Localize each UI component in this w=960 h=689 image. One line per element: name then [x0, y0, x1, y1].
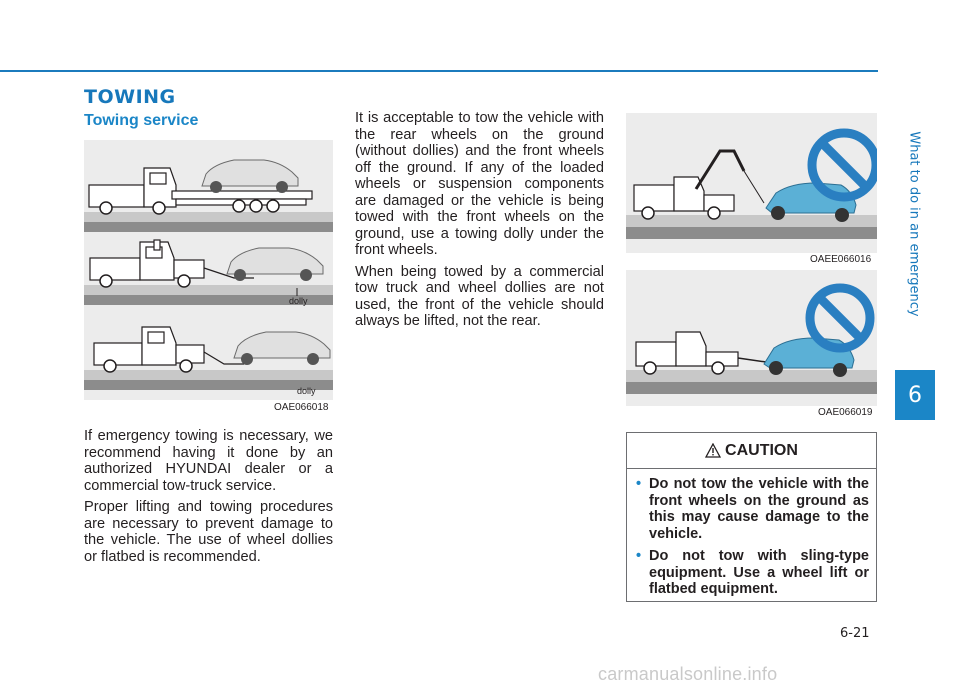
paragraph: It is acceptable to tow the vehicle with the rear wheels on the ground (without dollies) and the front wheels off the ground. If any of the loaded wheels or suspension components are damaged or the vehicle is being towed with the front wheels on the ground, use a towing dolly under the front wheels. [355, 110, 604, 258]
caution-list [636, 476, 869, 604]
chapter-tab [895, 370, 935, 420]
header-rule [0, 70, 878, 72]
paragraph: When being towed by a commercial tow truck and wheel dollies are not used, the front of the vehicle should always be lifted, not the rear. [355, 263, 604, 329]
watermark: carmanualsonline.info [598, 664, 778, 684]
paragraph: If emergency towing is necessary, we recommend having it done by an authorized HYUNDAI dealer or a commercial tow-truck service. [84, 428, 333, 494]
car-on-dolly [227, 248, 323, 281]
dolly-label: dolly [289, 296, 308, 306]
page-number: 6-21 [840, 626, 870, 641]
bullet-icon: • [636, 548, 642, 564]
caution-box [626, 432, 877, 602]
bullet-icon: • [636, 476, 642, 492]
section-subtitle: Towing service [84, 112, 199, 129]
caution-divider [627, 468, 876, 469]
middle-column-text [355, 110, 604, 335]
caution-header [627, 433, 876, 468]
caution-title: CAUTION [725, 441, 798, 459]
towing-methods-illustration [84, 140, 333, 400]
chapter-number: 6 [908, 382, 922, 408]
figure-code: OAE066019 [818, 407, 873, 418]
prohibited-towing-illustration-2 [626, 270, 877, 406]
prohibited-towing-illustration-1 [626, 113, 877, 253]
car-on-flatbed [202, 160, 298, 193]
prohibited-icon [810, 288, 870, 348]
left-column-text [84, 428, 333, 570]
figure-code: OAEE066016 [810, 254, 872, 265]
figure-code: OAE066018 [274, 402, 329, 413]
section-title: TOWING [84, 86, 176, 108]
paragraph: Proper lifting and towing procedures are necessary to prevent damage to the vehicle. The use of wheel dollies or flatbed is recommended. [84, 499, 333, 565]
caution-item: • Do not tow the vehicle with the front wheels on the ground as this may cause damage to the vehicle. [636, 476, 869, 542]
chapter-side-label [888, 84, 940, 364]
caution-item: • Do not tow with sling-type equipment. Use a wheel lift or flatbed equipment. [636, 548, 869, 597]
dolly-label: dolly [297, 386, 316, 396]
car-on-wheel-lift [234, 332, 330, 365]
warning-triangle-icon [705, 443, 721, 458]
chapter-title: What to do in an emergency [906, 131, 922, 317]
